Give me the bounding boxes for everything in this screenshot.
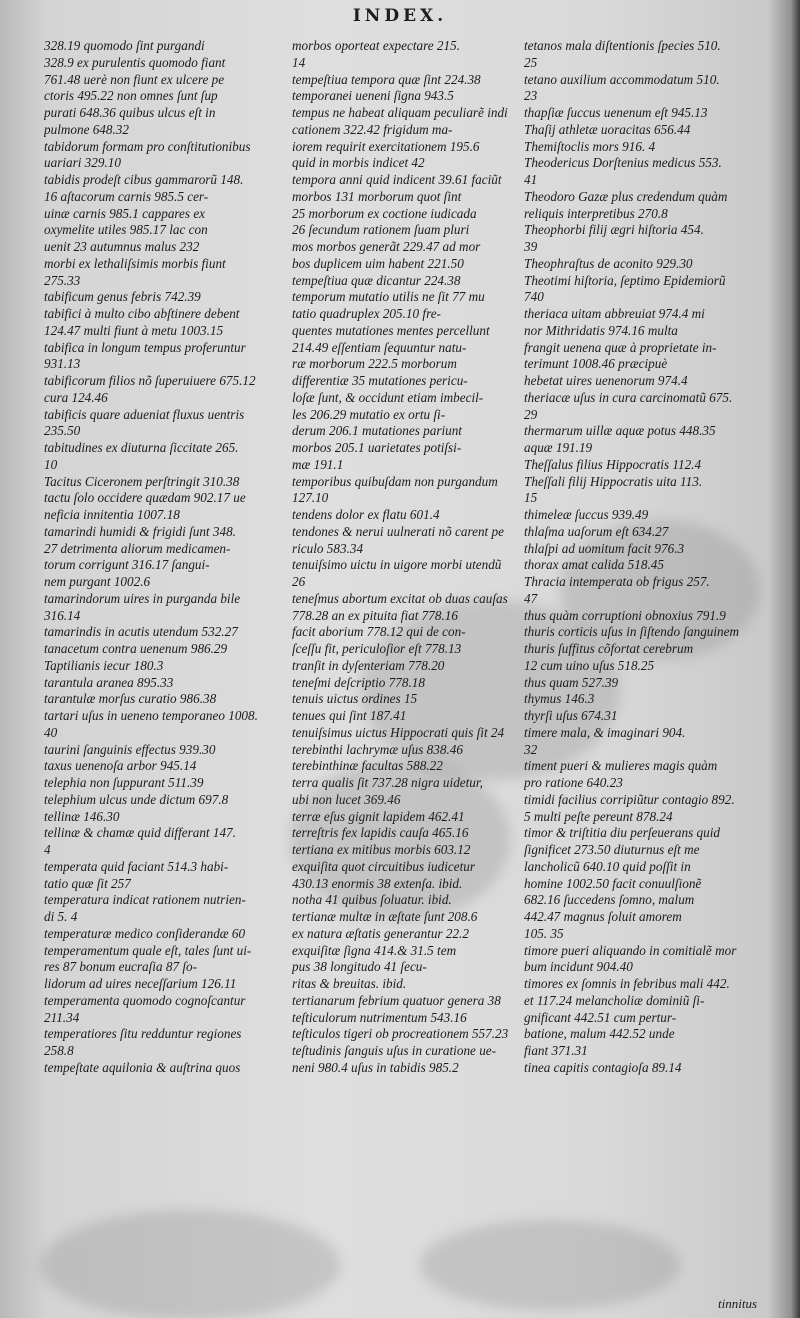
index-entry-line: temperaturæ medico conſiderandæ 60 — [44, 925, 246, 941]
index-entry-line: theriacæ uſus in cura carcinomatũ 675. — [524, 389, 733, 405]
index-entry-line: tabificis quare adueniat fluxus uentris — [44, 406, 245, 422]
index-entry-line: temporanei ueneni ſigna 943.5 — [292, 88, 454, 104]
index-entry-line: temperatura indicat rationem nutrien- — [44, 892, 246, 908]
index-entry-line: exquiſita quot circuitibus iudicetur — [292, 858, 476, 874]
index-entry-line: cura 124.46 — [44, 389, 108, 405]
index-entry-line: tenuiſsimo uictu in uigore morbi utendũ — [292, 557, 502, 573]
index-entry-line: thapſiæ ſuccus uenenum eſt 945.13 — [524, 105, 708, 120]
index-entry-line: tabificum genus febris 742.39 — [44, 289, 201, 305]
index-entry-line: tabificorum filios nõ ſuperuiuere 675.12 — [44, 373, 256, 388]
index-entry-line: ritas & breuitas. ibid. — [292, 976, 407, 991]
index-entry-line: riculo 583.34 — [292, 540, 364, 556]
index-entry-line: Thaſij athletæ uoracitas 656.44 — [524, 121, 691, 137]
index-entry-line: tabidis prodeſt cibus gammarorũ 148. — [44, 172, 244, 187]
index-column-left — [44, 38, 276, 1077]
index-entry-line: les 206.29 mutatio ex ortu ſi- — [292, 406, 446, 422]
index-entry-line: differentiæ 35 mutationes pericu- — [292, 373, 468, 388]
index-entry-line: tamarindorum uires in purganda bile — [44, 590, 241, 606]
page-header: INDEX. — [352, 6, 448, 26]
index-entry-line: tabifici à multo cibo abſtinere debent — [44, 306, 240, 321]
index-entry-line: 127.10 — [292, 490, 329, 506]
index-entry-line: morbos oporteat expectare 215. — [292, 38, 460, 53]
index-entry-line: thimeleæ ſuccus 939.49 — [524, 507, 649, 522]
index-entry-line: teneſmi deſcriptio 778.18 — [292, 674, 425, 690]
index-entry-line: temperatiores ſitu redduntur regiones — [44, 1026, 242, 1042]
index-entry-line: 39 — [524, 239, 538, 254]
index-entry-line: loſæ ſunt, & occidunt etiam imbecil- — [292, 389, 484, 405]
index-entry-line: taurini ſanguinis effectus 939.30 — [44, 741, 216, 757]
index-entry-line: tatio quæ ſit 257 — [44, 875, 131, 891]
index-entry-line: 778.28 an ex pituita fiat 778.16 — [292, 607, 458, 623]
index-entry-line: bum incidunt 904.40 — [524, 959, 633, 975]
index-entry-line: theriaca uitam abbreuiat 974.4 mi — [524, 306, 705, 321]
water-stain — [420, 1220, 680, 1310]
index-entry-line: tertiana ex mitibus morbis 603.12 — [292, 842, 471, 857]
index-entry-line: Theodoro Gazæ plus credendum quàm — [524, 188, 728, 204]
index-entry-line: 316.14 — [44, 607, 81, 623]
index-entry-line: iorem requirit exercitationem 195.6 — [292, 138, 480, 154]
index-entry-line: thus quam 527.39 — [524, 674, 619, 690]
index-entry-line: thlaſpi ad uomitum facit 976.3 — [524, 540, 685, 556]
index-entry-line: telephium ulcus unde dictum 697.8 — [44, 791, 229, 807]
index-entry-line: 41 — [524, 172, 538, 187]
index-entry-line: 26 ſecundum rationem ſuam pluri — [292, 222, 470, 238]
index-entry-line: ubi non lucet 369.46 — [292, 791, 401, 807]
index-entry-line: Theotimi hiſtoria, ſeptimo Epidemiorũ — [524, 272, 726, 288]
index-entry-line: 40 — [44, 724, 58, 740]
index-entry-line: res 87 bonum eucraſia 87 ſo- — [44, 959, 197, 975]
index-entry-line: tellinæ & chamæ quid differant 147. — [44, 825, 236, 841]
index-entry-line: terimunt 1008.46 præcipuè — [524, 356, 668, 372]
index-entry-line: 32 — [524, 741, 538, 757]
index-entry-line: tarantula aranea 895.33 — [44, 674, 174, 690]
index-entry-line: ræ morborum 222.5 morborum — [292, 356, 457, 372]
index-entry-line: tendones & nerui uulnerati nõ carent pe — [292, 523, 504, 539]
index-entry-line: thlaſma uaſorum eſt 634.27 — [524, 523, 669, 539]
index-entry-line: temperata quid faciant 514.3 habi- — [44, 858, 229, 874]
index-entry-line: ſignificet 273.50 diuturnus eſt me — [524, 842, 700, 857]
index-entry-line: quid in morbis indicet 42 — [292, 155, 425, 171]
index-entry-line: facit aborium 778.12 qui de con- — [292, 624, 466, 640]
index-entry-line: tenues qui ſint 187.41 — [292, 708, 407, 723]
index-entry-line: thus quàm corruptioni obnoxius 791.9 — [524, 607, 726, 623]
index-entry-line: teſticulorum nutrimentum 543.16 — [292, 1009, 467, 1025]
index-entry-line: 4 — [44, 842, 51, 857]
index-entry-line: neni 980.4 uſus in tabidis 985.2 — [292, 1059, 459, 1075]
index-entry-line: pulmone 648.32 — [44, 121, 129, 137]
index-entry-line: lancholicũ 640.10 quid poſſit in — [524, 858, 691, 874]
index-entry-line: terræ eſus gignit lapidem 462.41 — [292, 808, 465, 824]
index-entry-line: timidi facilius corripiũtur contagio 892. — [524, 791, 735, 807]
index-entry-line: tempora anni quid indicent 39.61 faciũt — [292, 172, 502, 187]
index-entry-line: notha 41 quibus ſoluatur. ibid. — [292, 892, 452, 908]
index-entry-line: 26 — [292, 574, 306, 589]
index-entry-line: tertianæ multæ in æſtate ſunt 208.6 — [292, 909, 478, 924]
index-entry-line: fiant 371.31 — [524, 1043, 588, 1058]
index-entry-line: tarantulæ morſus curatio 986.38 — [44, 691, 217, 707]
index-entry-line: derum 206.1 mutationes pariunt — [292, 423, 462, 439]
index-entry-line: Theophraſtus de aconito 929.30 — [524, 255, 693, 271]
index-entry-line: 442.47 magnus ſoluit amorem — [524, 909, 682, 924]
index-entry-line: 275.33 — [44, 272, 81, 288]
index-entry-line: tabifica in longum tempus proferuntur — [44, 339, 246, 355]
index-entry-line: tenuiſsimus uictus Hippocrati quis ſit 24 — [292, 724, 505, 740]
index-entry-line: gnificant 442.51 cum pertur- — [524, 1009, 677, 1025]
index-column-middle — [292, 38, 518, 1077]
index-entry-line: tatio quadruplex 205.10 fre- — [292, 306, 441, 321]
index-entry-line: 761.48 uerè non fiunt ex ulcere pe — [44, 71, 225, 87]
index-entry-line: timores ex ſomnis in febribus mali 442. — [524, 976, 730, 991]
index-entry-line: tinea capitis contagioſa 89.14 — [524, 1059, 682, 1075]
index-entry-line: 931.13 — [44, 356, 81, 372]
index-entry-line: nor Mithridatis 974.16 multa — [524, 322, 678, 338]
index-entry-line: morbos 205.1 uarietates potiſsi- — [292, 440, 462, 455]
index-entry-line: uariari 329.10 — [44, 155, 121, 171]
index-entry-line: tetanos mala diſtentionis ſpecies 510. — [524, 38, 721, 53]
index-entry-line: cationem 322.42 frigidum ma- — [292, 121, 453, 137]
index-entry-line: tempus ne habeat aliquam peculiarẽ indi — [292, 105, 508, 120]
index-entry-line: morbi ex lethaliſsimis morbis fiunt — [44, 255, 226, 271]
index-entry-line: tendens dolor ex flatu 601.4 — [292, 507, 440, 522]
index-entry-line: exquiſitæ ſigna 414.& 31.5 tem — [292, 942, 457, 958]
index-entry-line: 328.9 ex purulentis quomodo fiant — [44, 54, 226, 70]
page-edge-shadow — [790, 0, 800, 1318]
index-entry-line: 25 morborum ex coctione iudicada — [292, 205, 477, 221]
index-entry-line: 682.16 ſuccedens ſomno, malum — [524, 892, 695, 908]
index-column-right — [524, 38, 770, 1077]
index-entry-line: 47 — [524, 590, 538, 606]
index-entry-line: timent pueri & mulieres magis quàm — [524, 758, 718, 774]
index-entry-line: teneſmus abortum excitat ob duas cauſas — [292, 590, 508, 606]
index-entry-line: tenuis uictus ordines 15 — [292, 691, 418, 707]
index-entry-line: teſticulos tigeri ob procreationem 557.23 — [292, 1026, 509, 1042]
index-entry-line: thorax amat calida 518.45 — [524, 557, 664, 573]
index-entry-line: tetano auxilium accommodatum 510. — [524, 71, 720, 87]
index-entry-line: 27 detrimenta aliorum medicamen- — [44, 540, 231, 556]
index-entry-line: tactu ſolo occidere quædam 902.17 ue — [44, 490, 246, 506]
index-entry-line: 211.34 — [44, 1009, 80, 1025]
index-entry-line: pro ratione 640.23 — [524, 775, 623, 790]
index-entry-line: terra qualis ſit 737.28 nigra uidetur, — [292, 775, 483, 790]
index-entry-line: Taptilianis iecur 180.3 — [44, 657, 164, 673]
index-entry-line: timor & triſtitia diu perſeuerans quid — [524, 825, 720, 841]
index-entry-line: 105. 35 — [524, 925, 564, 941]
index-entry-line: terebinthi lachrymæ uſus 838.46 — [292, 741, 463, 757]
index-entry-line: 14 — [292, 54, 306, 70]
water-stain — [40, 1210, 340, 1318]
index-entry-line: 16 aſtacorum carnis 985.5 cer- — [44, 188, 209, 204]
index-entry-line: 124.47 multi fiunt à metu 1003.15 — [44, 322, 224, 338]
index-entry-line: morbos 131 morborum quot ſint — [292, 188, 462, 204]
index-entry-line: purati 648.36 quibus ulcus eſt in — [44, 105, 216, 120]
index-entry-line: 15 — [524, 490, 538, 506]
index-entry-line: frangit uenena quæ à proprietate in- — [524, 339, 717, 355]
index-entry-line: hebetat uires uenenorum 974.4 — [524, 373, 688, 388]
index-entry-line: neficia innitentia 1007.18 — [44, 507, 180, 522]
index-entry-line: timore pueri aliquando in comitialẽ mor — [524, 942, 737, 958]
index-entry-line: Theophorbi filij ægri hiſtoria 454. — [524, 222, 704, 238]
index-entry-line: temporum mutatio utilis ne ſit 77 mu — [292, 289, 485, 305]
index-entry-line: 328.19 quomodo ſint purgandi — [44, 38, 205, 53]
index-entry-line: oxymelite utiles 985.17 lac con — [44, 222, 208, 238]
index-entry-line: Theodericus Dorſtenius medicus 553. — [524, 155, 722, 171]
index-entry-line: ſceſſu fit, periculoſior eſt 778.13 — [292, 641, 462, 656]
index-entry-line: tamarindis in acutis utendum 532.27 — [44, 624, 238, 640]
index-entry-line: thymus 146.3 — [524, 691, 595, 707]
index-entry-line: aquæ 191.19 — [524, 440, 593, 455]
index-entry-line: tanacetum contra uenenum 986.29 — [44, 641, 228, 656]
index-entry-line: telephia non ſuppurant 511.39 — [44, 775, 204, 790]
index-entry-line: tempeſtate aquilonia & auſtrina quos — [44, 1059, 241, 1075]
index-entry-line: uinæ carnis 985.1 cappares ex — [44, 205, 206, 221]
index-entry-line: temporibus quibuſdam non purgandum — [292, 473, 498, 489]
index-entry-line: Theſſali filij Hippocratis uita 113. — [524, 473, 703, 489]
index-entry-line: teſtudinis ſanguis uſus in curatione ue- — [292, 1043, 497, 1058]
index-entry-line: thuris corticis uſus in ſiſtendo ſanguinem — [524, 624, 740, 640]
catchword: tinnitus — [718, 1296, 758, 1311]
index-entry-line: 12 cum uino uſus 518.25 — [524, 657, 655, 673]
index-entry-line: 214.49 eſſentiam ſequuntur natu- — [292, 339, 467, 355]
index-entry-line: tempeſtiua quæ dicantur 224.38 — [292, 272, 461, 288]
index-entry-line: quentes mutationes mentes percellunt — [292, 322, 490, 338]
index-entry-line: 25 — [524, 54, 538, 70]
index-entry-line: thuris ſuffitus cõfortat cerebrum — [524, 641, 694, 656]
index-entry-line: timere mala, & imaginari 904. — [524, 724, 686, 740]
index-entry-line: taxus uenenoſa arbor 945.14 — [44, 758, 197, 774]
index-entry-line: lidorum ad uires neceſſarium 126.11 — [44, 976, 237, 991]
index-entry-line: 258.8 — [44, 1043, 74, 1058]
index-entry-line: thyrſi uſus 674.31 — [524, 708, 618, 723]
index-entry-line: 23 — [524, 88, 538, 104]
index-entry-line: Themiſtoclis mors 916. 4 — [524, 138, 656, 154]
index-entry-line: reliquis interpretibus 270.8 — [524, 205, 668, 221]
index-entry-line: 740 — [524, 289, 544, 305]
index-entry-line: di 5. 4 — [44, 909, 78, 924]
index-entry-line: temperamentum quale eſt, tales ſunt ui- — [44, 942, 252, 958]
index-entry-line: thermarum uillæ aquæ potus 448.35 — [524, 423, 716, 439]
index-entry-line: tellinæ 146.30 — [44, 808, 120, 824]
index-entry-line: nem purgant 1002.6 — [44, 574, 151, 589]
index-entry-line: Thracia intemperata ob frigus 257. — [524, 574, 710, 589]
index-entry-line: temperamenta quomodo cognoſcantur — [44, 992, 246, 1008]
index-entry-line: 430.13 enormis 38 extenſa. ibid. — [292, 875, 463, 891]
index-entry-line: et 117.24 melancholiæ dominiũ ſi- — [524, 992, 705, 1008]
index-entry-line: mos morbos generãt 229.47 ad mor — [292, 239, 481, 254]
index-entry-line: tabitudines ex diuturna ſiccitate 265. — [44, 440, 239, 455]
index-entry-line: 10 — [44, 456, 58, 472]
index-entry-line: 5 multi peſte pereunt 878.24 — [524, 808, 673, 824]
index-entry-line: 235.50 — [44, 423, 81, 439]
index-entry-line: homine 1002.50 facit conuulſionẽ — [524, 875, 702, 891]
index-entry-line: terreſtris fex lapidis cauſa 465.16 — [292, 825, 469, 841]
index-entry-line: torum corrigunt 316.17 ſangui- — [44, 557, 210, 573]
index-entry-line: tranſit in dyſenteriam 778.20 — [292, 657, 445, 673]
index-entry-line: tabidorum formam pro conſtitutionibus — [44, 138, 251, 154]
index-entry-line: tamarindi humidi & frigidi ſunt 348. — [44, 523, 236, 539]
index-entry-line: tempeſtiua tempora quæ ſint 224.38 — [292, 71, 481, 87]
index-entry-line: tartari uſus in ueneno temporaneo 1008. — [44, 708, 258, 723]
index-entry-line: tertianarum febrium quatuor genera 38 — [292, 992, 501, 1008]
index-entry-line: ex natura æſtatis generantur 22.2 — [292, 925, 469, 941]
index-entry-line: Tacitus Ciceronem perſtringit 310.38 — [44, 473, 240, 489]
index-entry-line: 29 — [524, 406, 538, 422]
index-entry-line: terebinthinæ facultas 588.22 — [292, 758, 443, 774]
index-entry-line: uenit 23 autumnus malus 232 — [44, 239, 200, 254]
index-entry-line: batione, malum 442.52 unde — [524, 1026, 675, 1042]
index-entry-line: bos duplicem uim habent 221.50 — [292, 255, 464, 271]
index-entry-line: mæ 191.1 — [292, 456, 344, 472]
index-entry-line: ctoris 495.22 non omnes ſunt ſup — [44, 88, 218, 104]
index-entry-line: Theſſalus filius Hippocratis 112.4 — [524, 456, 702, 472]
index-entry-line: pus 38 longitudo 41 ſecu- — [292, 959, 427, 975]
